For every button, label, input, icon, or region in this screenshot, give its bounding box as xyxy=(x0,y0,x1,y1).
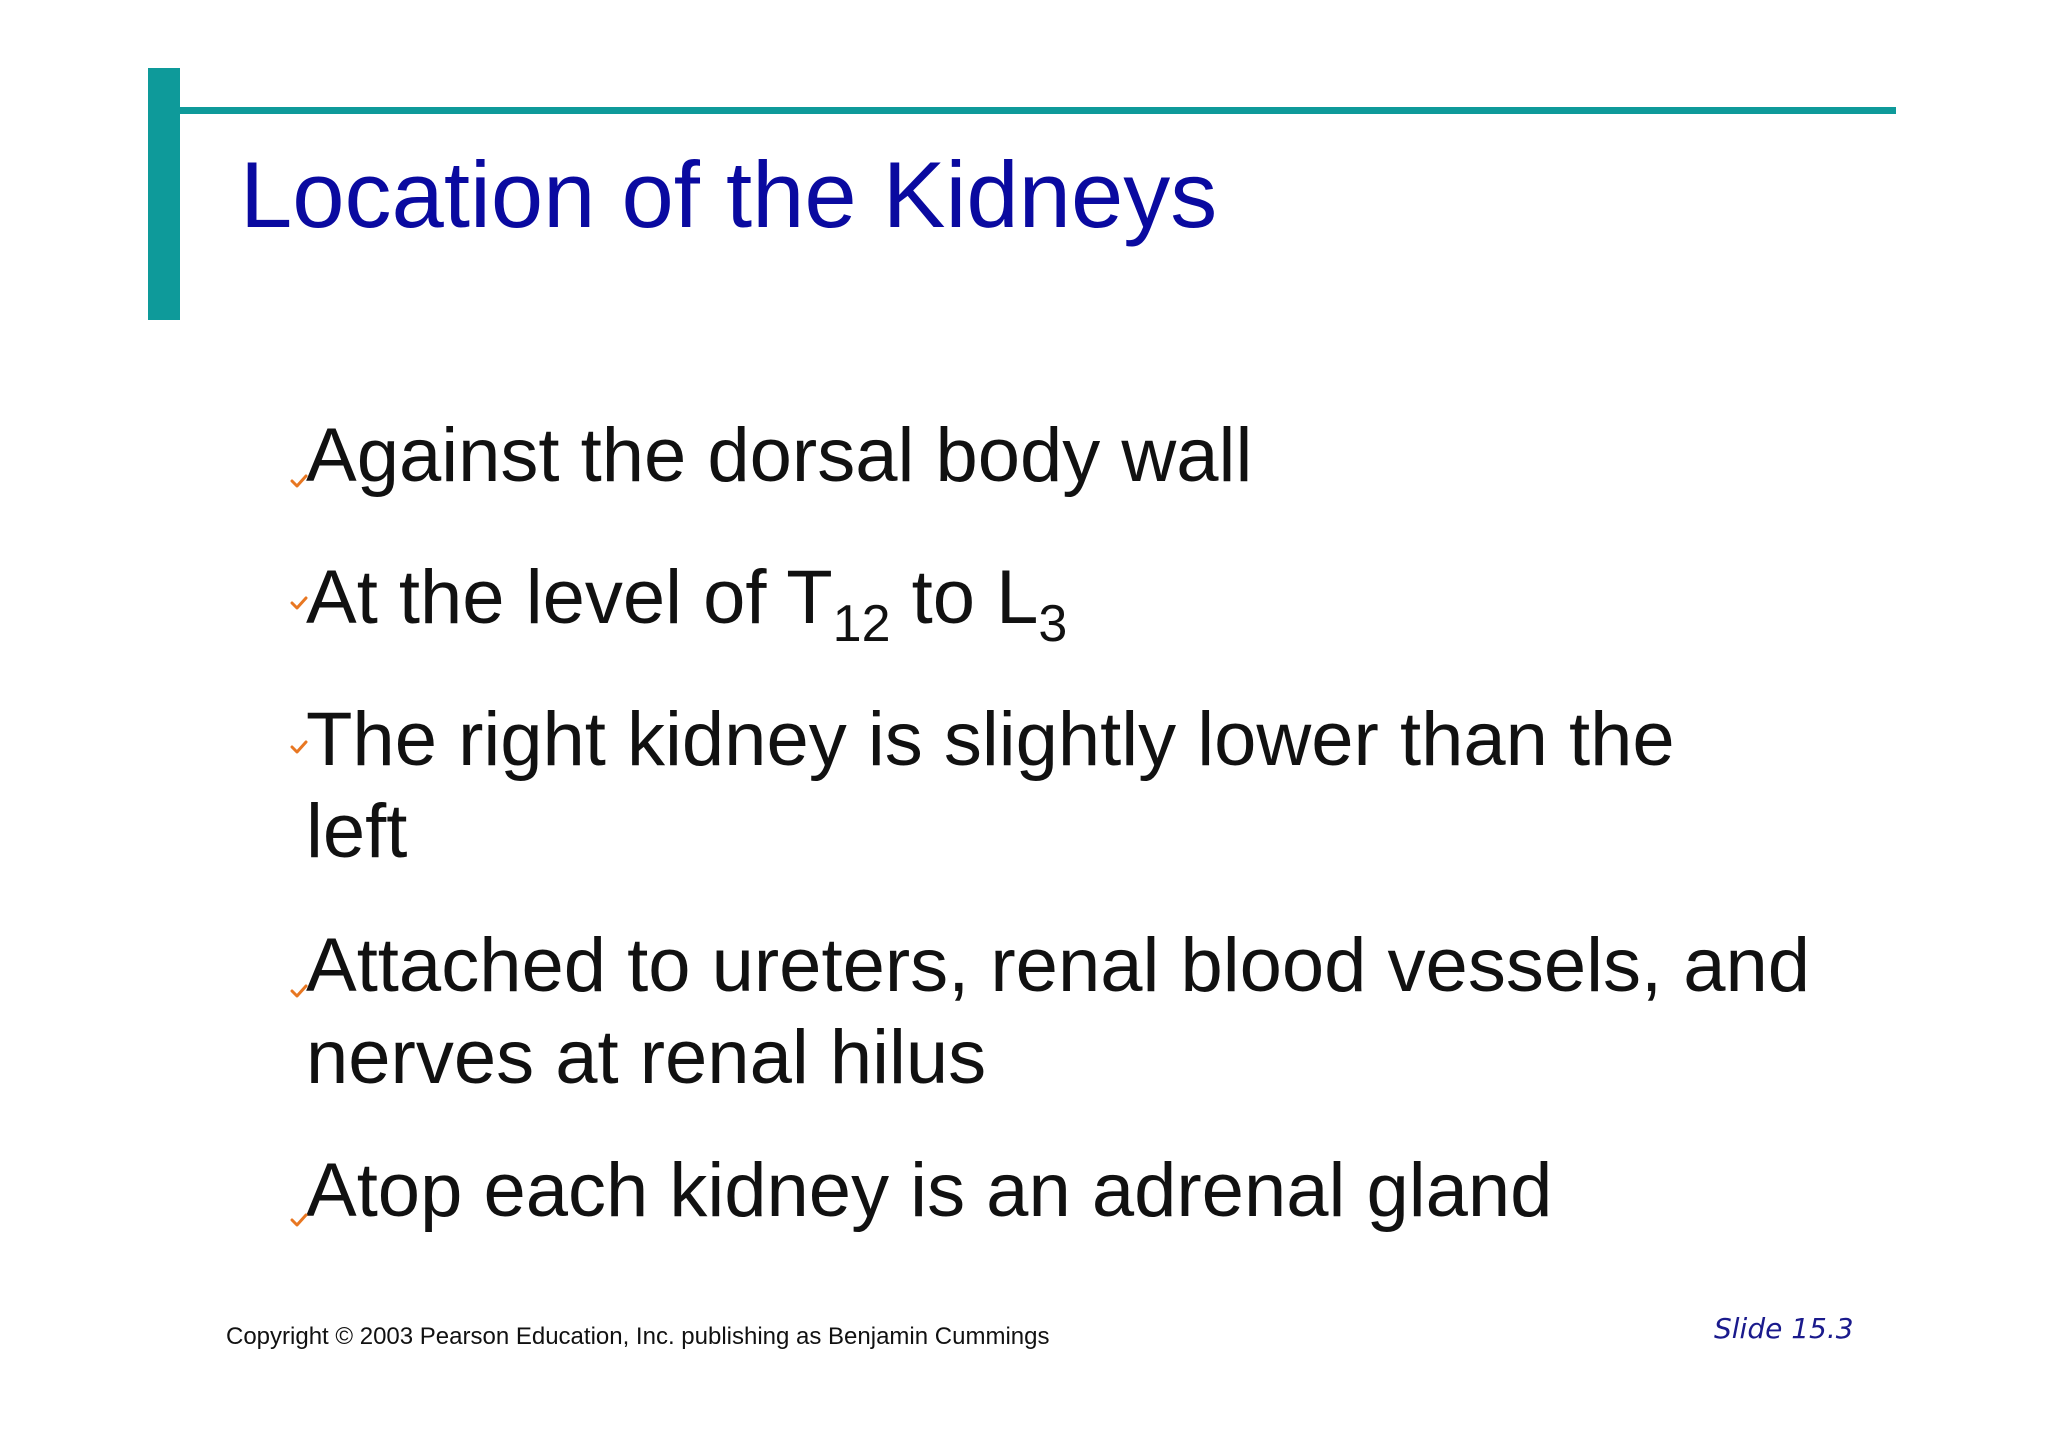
bullet-text-middle: to L xyxy=(890,555,1039,640)
bullet-text: Against the dorsal body wall xyxy=(306,413,1253,498)
check-icon xyxy=(290,1211,308,1229)
bullet-item xyxy=(306,410,1866,502)
subscript-t: 12 xyxy=(832,595,891,653)
bullet-text: Attached to ureters, renal blood vessels, and nerves at renal hilus xyxy=(306,923,1811,1100)
bullet-text: The right kidney is slightly lower than the left xyxy=(306,697,1675,874)
subscript-l: 3 xyxy=(1038,595,1068,653)
check-icon xyxy=(290,982,308,1000)
bullet-item xyxy=(306,552,1866,653)
slide-title: Location of the Kidneys xyxy=(240,142,1218,247)
bullet-item xyxy=(306,920,1866,1104)
bullet-text: Atop each kidney is an adrenal gland xyxy=(306,1148,1553,1233)
slide-number: Slide 15.3 xyxy=(1714,1312,1854,1345)
bullet-item xyxy=(306,694,1726,878)
bullet-item xyxy=(306,1145,1866,1237)
bullet-text xyxy=(306,552,1866,653)
check-icon xyxy=(290,594,308,612)
bullet-text-prefix: At the level of T xyxy=(306,555,833,640)
copyright-notice: Copyright © 2003 Pearson Education, Inc. publishing as Benjamin Cummings xyxy=(226,1323,1050,1350)
check-icon xyxy=(290,472,308,490)
check-icon xyxy=(290,738,308,756)
